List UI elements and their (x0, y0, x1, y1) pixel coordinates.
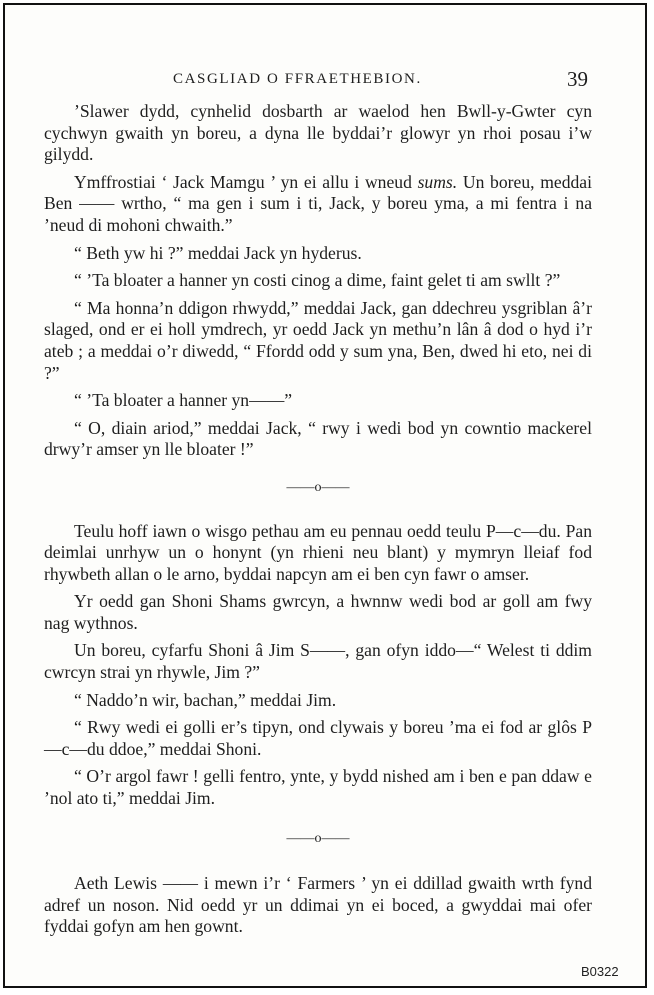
paragraph: Yr oedd gan Shoni Shams gwrcyn, a hwnnw wedi bod ar goll am fwy nag wythnos. (44, 591, 592, 633)
section-divider: ——o—— (286, 479, 350, 495)
paragraph: Aeth Lewis —— i mewn i’r ‘ Farmers ’ yn ei ddillad gwaith wrth fynd adref un noson. Nid oedd yr un ddimai yn ei boced, a gwyddai mai ofer fyddai gofyn am hen gownt. (44, 873, 592, 937)
paragraph: Un boreu, cyfarfu Shoni â Jim S——, gan ofyn iddo—“ Welest ti ddim cwrcyn strai yn rhywle, Jim ?” (44, 640, 592, 683)
text-run: Un boreu, meddai Ben —— wrtho, “ ma gen i sum i ti, Jack, y boreu yma, a mi fentra i na ’neud di mohoni chwaith.” (44, 171, 592, 235)
paragraph: Teulu hoff iawn o wisgo pethau am eu pennau oedd teulu P—c—du. Pan deimlai unrhyw un o honynt (yn rhieni neu blant) y mymryn lleiaf fod rhywbeth allan o le arno, byddai napcyn am ei ben cyn fawr o amser. (44, 520, 592, 584)
paragraph: “ Ma honna’n ddigon rhwydd,” meddai Jack, gan ddechreu ysgriblan â’r slaged, ond er ei holl ymdrech, yr oedd Jack yn methu’n lân â dod o hyd i’r ateb ; a meddai o’r diwedd, “ Ffordd odd y sum yna, Ben, dwed hi eto, nei di ?” (44, 297, 592, 383)
paragraph: ’Slawer dydd, cynhelid dosbarth ar waelod hen Bwll-y-Gwter cyn cychwyn gwaith yn boreu, a dyna lle byddai’r glowyr yn rhoi posau i’w gilydd. (44, 101, 592, 165)
running-title: CASGLIAD O FFRAETHEBION. (173, 71, 422, 87)
paragraph (44, 172, 592, 237)
paragraph: “ Rwy wedi ei golli er’s tipyn, ond clywais y boreu ’ma ei fod ar glôs P—c—du ddoe,” meddai Shoni. (44, 717, 592, 759)
page-header (5, 67, 645, 91)
paragraph: “ O’r argol fawr ! gelli fentro, ynte, y bydd nished am i ben e pan ddaw e ’nol ato ti,” meddai Jim. (44, 766, 592, 809)
document-code: B0322 (581, 964, 619, 979)
section-divider: ——o—— (286, 830, 350, 846)
page-body (44, 101, 592, 944)
page-number: 39 (567, 67, 588, 91)
paragraph: “ Naddo’n wir, bachan,” meddai Jim. (74, 689, 337, 710)
text-run: Ymffrostiai ‘ Jack Mamgu ’ yn ei allu i wneud (74, 171, 418, 192)
italic-word: sums. (417, 171, 458, 192)
page-frame (3, 3, 647, 988)
paragraph: “ ’Ta bloater a hanner yn——” (74, 390, 293, 411)
paragraph: “ Beth yw hi ?” meddai Jack yn hyderus. (74, 242, 362, 263)
paragraph: “ O, diain ariod,” meddai Jack, “ rwy i wedi bod yn cowntio mackerel drwy’r amser yn lle bloater !” (44, 417, 592, 460)
paragraph: “ ’Ta bloater a hanner yn costi cinog a dime, faint gelet ti am swllt ?” (74, 270, 561, 291)
